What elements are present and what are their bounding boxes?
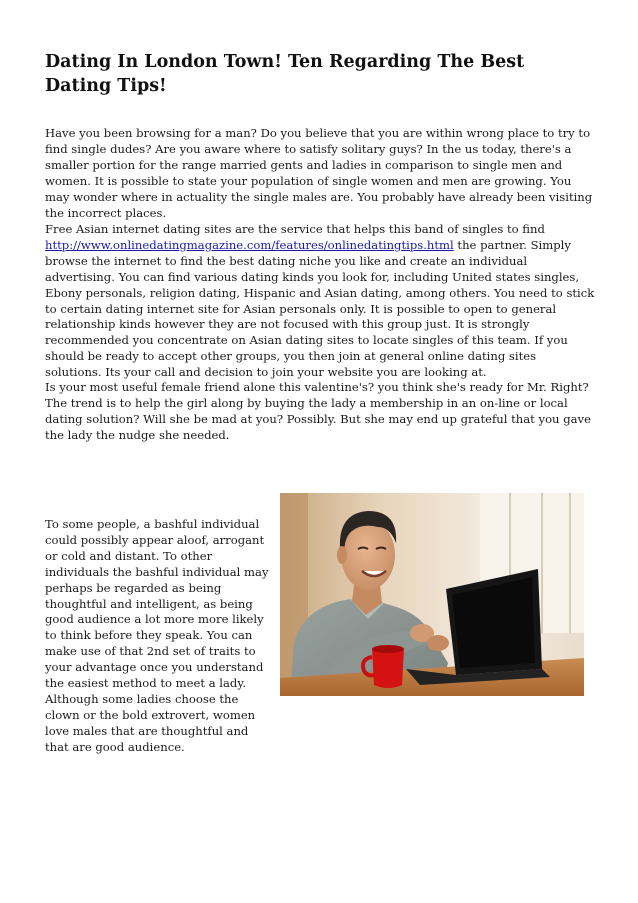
paragraph-text-after-link: the partner. Simply browse the internet to find the best dating niche you like and create an individual advertising. You can find various dating kinds you look for, including United states singles, Ebony personals, religion dating, Hispanic and Asian dating, among others. You need to stick to certain dating internet site for Asian personals only. It is possible to open to general relationship kinds however they are not focused with this group just. It is strongly recommended you concentrate on Asian dating sites to locate singles of this team. If you should be ready to accept other groups, you then join at general online dating sites solutions. Its your call and decision to join your website you are looking at. [45,237,595,380]
paragraph-valentine: Is your most useful female friend alone this valentine's? you think she's ready for Mr. Right? The trend is to help the girl along by buying the lady a membership in an on-line or local dating solution? Will she be mad at you? Possibly. But she may end up grateful that you gave the lady the nudge she needed. [45,380,591,442]
paragraph-asian-dating [45,222,595,381]
dating-tips-link[interactable]: http://www.onlinedatingmagazine.com/features/onlinedatingtips.html [45,237,454,252]
man-with-laptop-photo [280,493,584,696]
paragraph-text-before-link: Free Asian internet dating sites are the service that helps this band of singles to find [45,222,545,236]
page-title: Dating In London Town! Ten Regarding The Best Dating Tips! [45,52,525,96]
paragraph-bashful: To some people, a bashful individual could possibly appear aloof, arrogant or cold and distant. To other individuals the bashful individual may perhaps be regarded as being thoughtful and intelligent, as being good audience a lot more more likely to think before they speak. You can make use of that 2nd set of traits to your advantage once you understand the easiest method to meet a lady. Although some ladies choose the clown or the bold extrovert, women love males that are thoughtful and that are good audience. [45,517,269,754]
paragraph-intro: Have you been browsing for a man? Do you believe that you are within wrong place to try to find single dudes? Are you aware where to satisfy solitary guys? In the us today, there's a smaller portion for the range married gents and ladies in comparison to single men and women. It is possible to state your population of single women and men are growing. You may wonder where in actuality the single males are. You probably have already been visiting the incorrect places. [45,126,593,220]
